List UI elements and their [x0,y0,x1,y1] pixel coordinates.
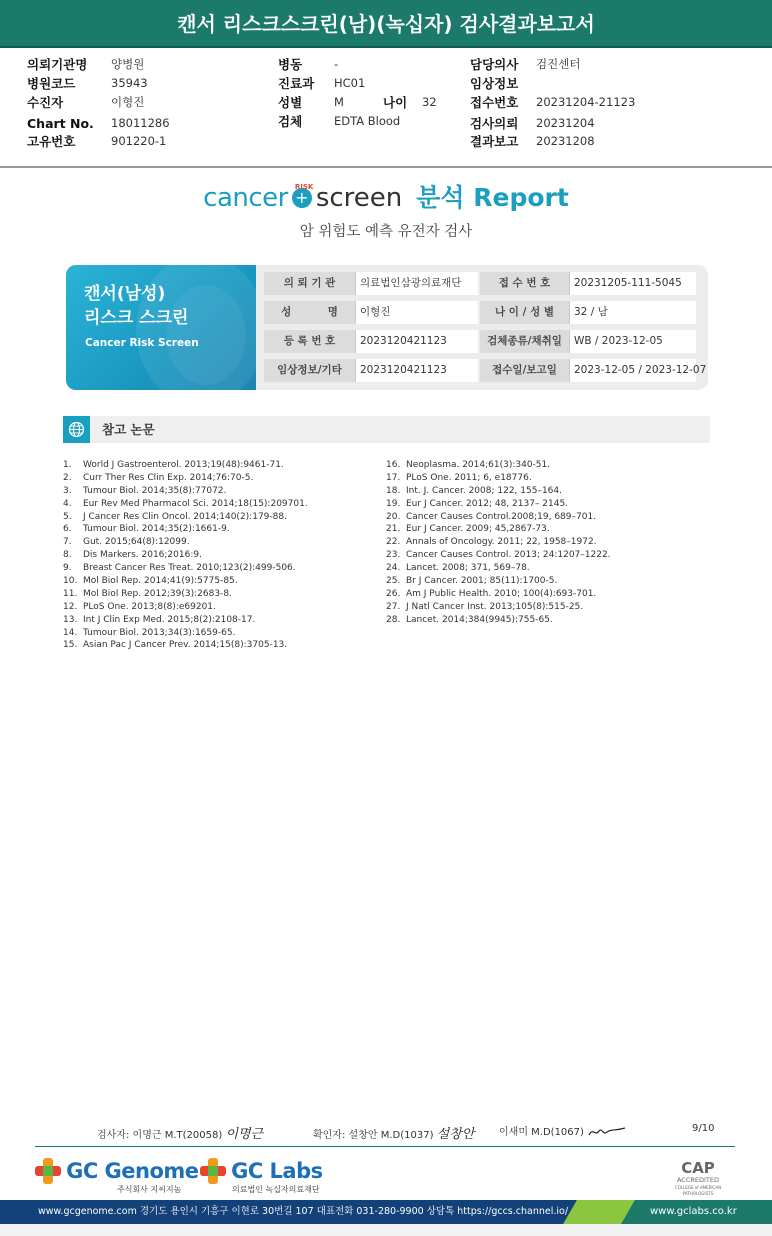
field-label: 검사의뢰 [470,116,519,131]
field-value: 20231204-21123 [536,95,636,109]
field-patient-name [27,93,145,113]
card-value: WB / 2023-12-05 [570,330,696,353]
tester-label: 검사자: [97,1130,130,1141]
field-label: 진료과 [278,76,315,91]
confirmer-signature [313,1123,474,1142]
reference-citation: PLoS One. 2011; 6, e18776. [406,472,532,483]
field-label: 의뢰기관명 [27,57,88,72]
gc-cross-icon [35,1158,61,1184]
field-label: 병원코드 [27,76,76,91]
footer-contact: www.gcgenome.com 경기도 용인시 기흥구 이현로 30번길 107 대표전화 031-280-9900 상담톡 https://gccs.channel.io/ [38,1206,569,1217]
reference-item [63,524,383,537]
card-value: 2023-12-05 / 2023-12-07 [570,359,696,382]
reference-number: 16. [386,460,401,470]
reference-number: 15. [63,640,78,651]
field-unique-id [27,132,167,152]
reference-citation: Asian Pac J Cancer Prev. 2014;15(8):3705-13. [83,640,288,651]
reference-number: 22. [386,537,401,548]
reference-citation: PLoS One. 2013;8(8):e69201. [83,601,216,612]
tester-name: 이명근 M.T(20058) [132,1130,223,1141]
references-list-right [386,460,716,628]
reference-citation: Curr Ther Res Clin Exp. 2014;76:70-5. [83,472,254,483]
plus-icon [292,183,314,208]
reference-item [63,550,383,563]
field-value: - [334,57,339,71]
reference-item [63,563,383,576]
gc-genome-name: GC Genome [66,1159,199,1183]
reference-number: 4. [63,498,72,509]
cap-logo: CAP [681,1159,715,1177]
patient-info [0,50,772,168]
tester-signature [97,1123,263,1142]
card-label: 나 이 / 성 별 [480,301,570,324]
field-value: 18011286 [111,116,170,130]
card-subtitle: Cancer Risk Screen [85,337,199,349]
field-value: 20231208 [536,134,595,148]
field-hospital-code [27,74,148,94]
reference-number: 5. [63,511,72,522]
field-label: 검체 [278,114,303,129]
card-value: 20231205-111-5045 [570,272,696,295]
field-label: 담당의사 [470,57,519,72]
reference-number: 14. [63,627,78,638]
field-value: M [334,95,344,109]
field-label: 결과보고 [470,134,519,149]
reference-citation: World J Gastroenterol. 2013;19(48):9461-71. [83,460,284,470]
reference-number: 28. [386,614,401,625]
field-value: 검진센터 [536,57,581,71]
footer-bar [0,1200,772,1224]
reference-citation: Cancer Causes Control.2008;19, 689–701. [406,511,597,522]
field-label: 접수번호 [470,95,519,110]
reference-item [63,576,383,589]
reference-item [386,602,716,615]
reference-item [386,563,716,576]
reference-citation: Gut. 2015;64(8):12099. [83,537,190,548]
reference-number: 2. [63,472,72,483]
field-label: 나이 [383,95,408,110]
field-specimen [278,112,401,132]
field-value: 이형진 [111,95,145,109]
gc-labs-name: GC Labs [231,1159,323,1183]
field-doctor [470,55,581,75]
reference-item [386,576,716,589]
field-value: 35943 [111,76,148,90]
reference-item [63,486,383,499]
tester-signature-mark: 이명근 [225,1127,264,1142]
reference-citation: Lancet. 2014;384(9945):755-65. [406,614,553,625]
logo-plus-glyph: + [295,188,309,207]
reference-citation: Tumour Biol. 2013;34(3):1659-65. [83,627,236,638]
reference-item [386,537,716,550]
reference-number: 12. [63,601,78,612]
card-title-line1: 캔서(남성) [84,284,166,304]
reference-number: 24. [386,563,401,574]
reference-citation: J Natl Cancer Inst. 2013;105(8):515-25. [406,601,584,612]
card-label: 임상정보/기타 [264,359,356,382]
reference-citation: J Cancer Res Clin Oncol. 2014;140(2):179-88. [83,511,287,522]
field-value: 32 [422,95,437,109]
field-label: 병동 [278,57,303,72]
reference-number: 8. [63,550,72,561]
logo-screen-text: screen [315,183,403,213]
reference-citation: Br J Cancer. 2001; 85(11):1700-5. [406,576,558,587]
reference-item [386,512,716,525]
gc-labs-brand [200,1158,323,1184]
reference-item [386,460,716,473]
card-banner [66,265,256,390]
reference-number: 10. [63,576,78,587]
field-clinical-info [470,74,518,94]
reference-item [63,615,383,628]
reference-number: 23. [386,550,401,561]
reference-number: 25. [386,576,401,587]
reference-item [63,473,383,486]
reference-citation: Dis Markers. 2016;2016:9. [83,550,202,561]
card-label: 접 수 번 호 [480,272,570,295]
reference-item [63,589,383,602]
confirmer2-name: 이새미 M.D(1067) [499,1127,584,1138]
logo-risk-text: RISK [294,183,314,191]
reference-citation: Int J Clin Exp Med. 2015;8(2):2108-17. [83,614,256,625]
field-value: 901220-1 [111,134,167,148]
card-label: 의 뢰 기 관 [264,272,356,295]
reference-item [386,615,716,628]
reference-number: 11. [63,588,78,599]
reference-item [63,640,383,653]
reference-number: 13. [63,614,78,625]
reference-item [63,512,383,525]
field-label: 성별 [278,95,303,110]
reference-number: 20. [386,511,401,522]
field-label: 수진자 [27,95,64,110]
reference-item [386,550,716,563]
card-value: 2023120421123 [356,330,478,353]
field-ward [278,55,339,75]
reference-number: 17. [386,472,401,483]
gc-cross-icon [200,1158,226,1184]
globe-icon [63,416,90,443]
cap-org-text: COLLEGE of AMERICAN PATHOLOGISTS [674,1185,722,1196]
field-label: 임상정보 [470,76,519,91]
field-value: EDTA Blood [334,114,401,128]
reference-citation: Eur J Cancer. 2012; 48, 2137– 2145. [406,498,569,509]
gc-genome-subtitle: 주식회사 지씨지놈 [117,1185,182,1194]
field-test-request [470,114,595,134]
reference-citation: Lancet. 2008; 371, 569–78. [406,563,530,574]
reference-item [386,499,716,512]
reference-citation: Cancer Causes Control. 2013; 24:1207–1222. [406,550,611,561]
reference-number: 26. [386,588,401,599]
reference-citation: Am J Public Health. 2010; 100(4):693-701. [406,588,597,599]
references-title: 참고 논문 [102,422,155,437]
field-value: 양병원 [111,57,145,71]
page-number: 9/10 [692,1123,715,1134]
field-chart-no [27,114,170,134]
card-label: 검체종류/채취일 [480,330,570,353]
test-info-card [66,265,708,390]
field-department [278,74,366,94]
card-label: 등 록 번 호 [264,330,356,353]
reference-citation: Eur Rev Med Pharmacol Sci. 2014;18(15):209701. [83,498,308,509]
field-result-report [470,132,595,152]
reference-number: 3. [63,485,72,496]
reference-citation: Eur J Cancer. 2009; 45,2867-73. [406,524,550,535]
field-requesting-institution [27,55,145,75]
cancer-screen-logo [0,178,772,214]
reference-number: 9. [63,563,72,574]
reference-citation: Int. J. Cancer. 2008; 122, 155–164. [406,485,562,496]
reference-item [386,486,716,499]
reference-number: 6. [63,524,72,535]
confirmer-name: 설창안 M.D(1037) [348,1130,434,1141]
reference-citation: Mol Biol Rep. 2012;39(3):2683-8. [83,588,232,599]
reference-citation: Annals of Oncology. 2011; 22, 1958–1972. [406,537,597,548]
reference-citation: Breast Cancer Res Treat. 2010;123(2):499-506. [83,563,296,574]
reference-item [63,537,383,550]
signature-scribble-icon [587,1125,627,1139]
reference-item [386,524,716,537]
logo-cancer-text: cancer [203,183,288,213]
reference-item [63,602,383,615]
reference-item [63,499,383,512]
field-label: Chart No. [27,116,94,131]
field-receipt-no [470,93,636,113]
reference-item [386,589,716,602]
card-value: 이형진 [356,301,478,324]
card-value: 의료법인삼광의료재단 [356,272,478,295]
confirmer-signature-mark: 설창안 [436,1127,475,1142]
reference-number: 21. [386,524,401,535]
confirmer-label: 확인자: [313,1130,346,1141]
reference-citation: Neoplasma. 2014;61(3):340-51. [406,460,551,470]
confirmer2-signature [499,1123,627,1139]
card-value: 2023120421123 [356,359,478,382]
reference-citation: Mol Biol Rep. 2014;41(9):5775-85. [83,576,238,587]
card-label: 성 명 [264,301,356,324]
reference-citation: Tumour Biol. 2014;35(8):77072. [83,485,227,496]
report-title: 캔서 리스크스크린(남)(녹십자) 검사결과보고서 [0,0,772,48]
report-subtitle: 암 위험도 예측 유전자 검사 [299,224,473,240]
references-header [63,416,710,443]
references-list-left [63,460,383,653]
reference-number: 1. [63,460,72,470]
footer-website-link[interactable]: www.gclabs.co.kr [650,1206,737,1217]
card-label: 접수일/보고일 [480,359,570,382]
gc-labs-subtitle: 의료법인 녹십자의료재단 [232,1185,320,1194]
field-value: HC01 [334,76,366,90]
reference-number: 27. [386,601,401,612]
reference-item [63,628,383,641]
card-title-line2: 리스크 스크린 [84,308,189,328]
reference-item [63,460,383,473]
field-label: 고유번호 [27,134,76,149]
cap-accredited-text: ACCREDITED [676,1176,720,1184]
reference-number: 18. [386,485,401,496]
gc-genome-brand [35,1158,199,1184]
reference-item [386,473,716,486]
field-value: 20231204 [536,116,595,130]
field-age [383,93,437,113]
divider [35,1146,735,1147]
bottom-band [0,1224,772,1236]
logo-report-text: 분석 Report [416,183,569,212]
cap-accreditation [662,1160,734,1197]
card-value: 32 / 남 [570,301,696,324]
reference-number: 7. [63,537,72,548]
card-title [84,282,188,330]
reference-citation: Tumour Biol. 2014;35(2):1661-9. [83,524,230,535]
field-sex [278,93,344,113]
reference-number: 19. [386,498,401,509]
